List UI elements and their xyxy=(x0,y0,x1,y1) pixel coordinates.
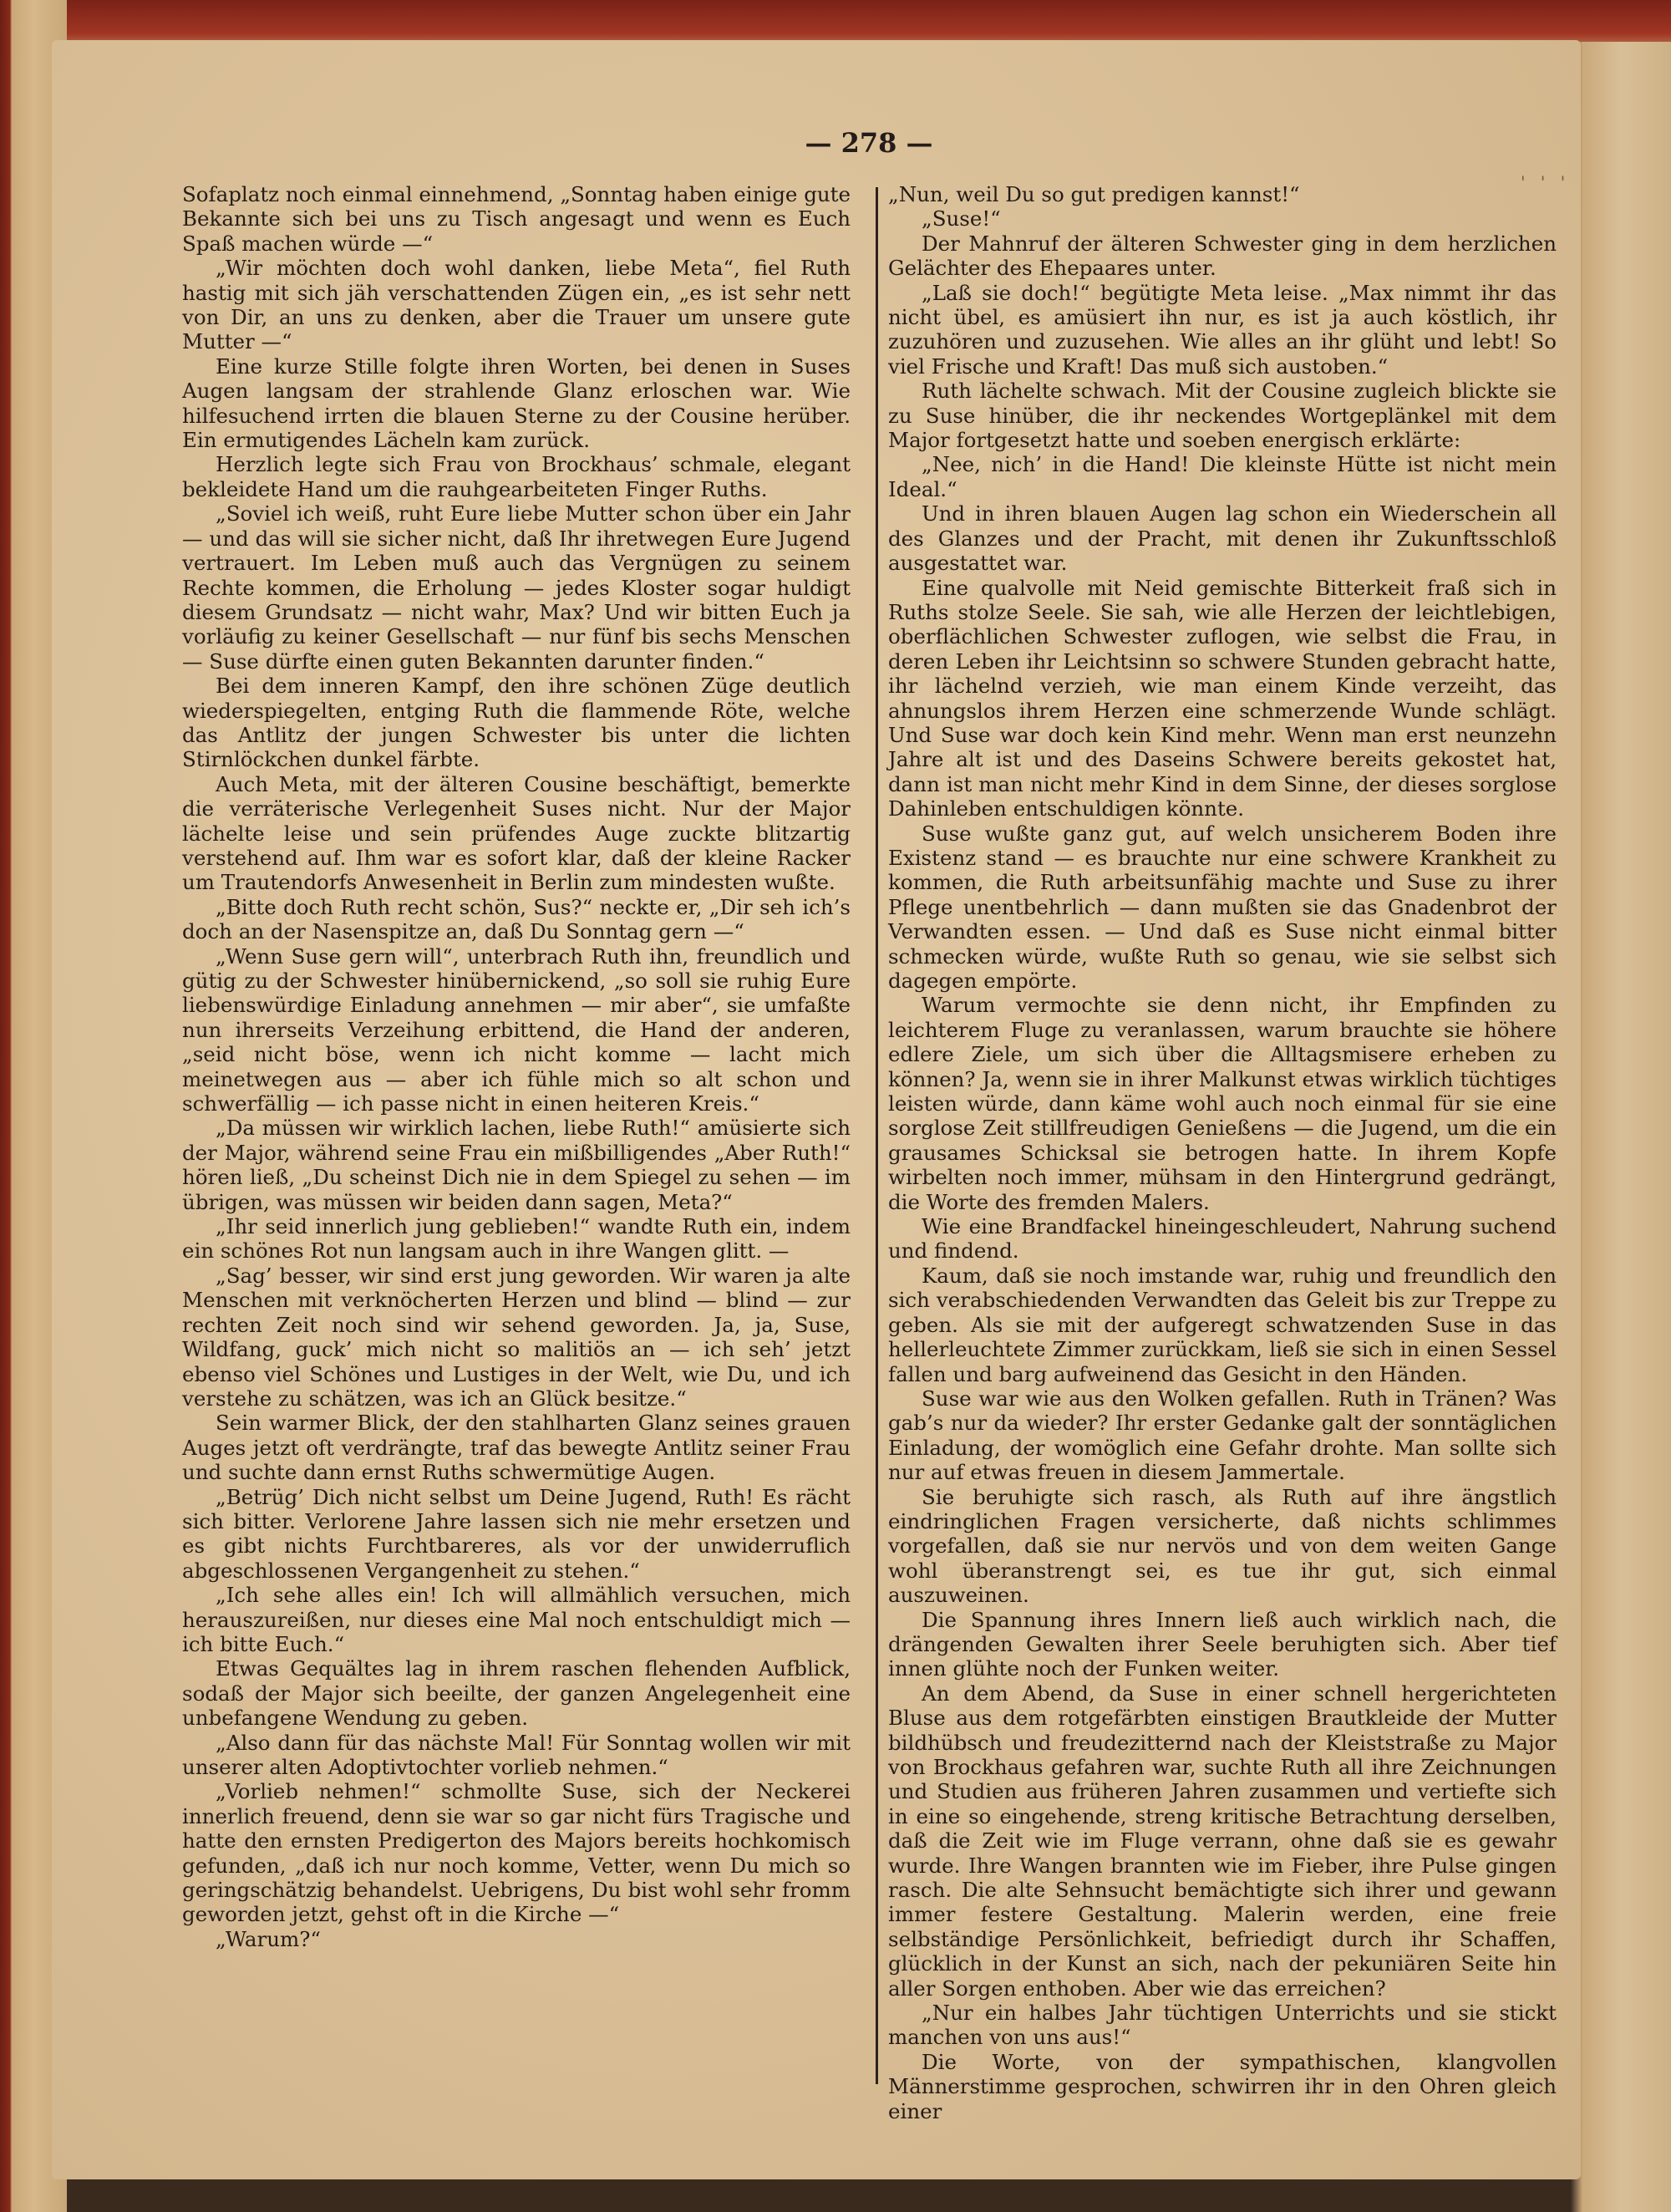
paragraph: Sie beruhigte sich rasch, als Ruth auf ihre ängstlich eindringlichen Fragen versicherte, daß nichts schlimmes vorgefallen, daß sie nur nervös und von dem weiten Gange wohl überanstrengt sei, es tue ihr gut, sich einmal auszuweinen. xyxy=(888,1484,1557,1608)
paragraph: „Betrüg’ Dich nicht selbst um Deine Jugend, Ruth! Es rächt sich bitter. Verlorene Jahre lassen sich nie mehr ersetzen und es gibt nichts Furchtbareres, als vor der unwiderruflich abgeschlossenen Vergangenheit zu stehen.“ xyxy=(182,1484,851,1583)
paragraph: Herzlich legte sich Frau von Brockhaus’ schmale, elegant bekleidete Hand um die rauhgearbeiteten Finger Ruths. xyxy=(182,452,851,501)
paragraph: Sofaplatz noch einmal einnehmend, „Sonntag haben einige gute Bekannte sich bei uns zu Tisch angesagt und wenn es Euch Spaß machen würde —“ xyxy=(182,182,851,256)
column-divider xyxy=(876,187,878,2084)
paragraph: „Wir möchten doch wohl danken, liebe Meta“, fiel Ruth hastig mit sich jäh verschattenden Zügen ein, „es ist sehr nett von Dir, an uns zu denken, aber die Trauer um unsere gute Mutter —“ xyxy=(182,256,851,354)
paragraph: Sein warmer Blick, der den stahlharten Glanz seines grauen Auges jetzt oft verdrängte, traf das bewegte Antlitz seiner Frau und suchte dann ernst Ruths schwermütige Augen. xyxy=(182,1411,851,1485)
paragraph: „Bitte doch Ruth recht schön, Sus?“ neckte er, „Dir seh ich’s doch an der Nasenspitze an, daß Du Sonntag gern —“ xyxy=(182,894,851,944)
paragraph: „Also dann für das nächste Mal! Für Sonntag wollen wir mit unserer alten Adoptivtochter vorlieb nehmen.“ xyxy=(182,1730,851,1779)
paragraph: „Suse!“ xyxy=(922,206,1001,231)
paragraph: „Nee, nich’ in die Hand! Die kleinste Hütte ist nicht mein Ideal.“ xyxy=(888,452,1557,501)
paragraph: „Soviel ich weiß, ruht Eure liebe Mutter schon über ein Jahr — und das will sie sicher nicht, daß Ihr ihretwegen Eure Jugend vertrauert. Im Leben muß auch das Vergnügen zu seinem Rechte kommen, die Erholung — jedes Kloster sogar huldigt diesem Grundsatz — nicht wahr, Max? Und wir bitten Euch ja vorläufig zu keiner Gesellschaft — nur fünf bis sechs Menschen — Suse dürfte einen guten Bekannten darunter finden.“ xyxy=(182,501,851,674)
paragraph: Auch Meta, mit der älteren Cousine beschäftigt, bemerkte die verräterische Verlegenheit Suses nicht. Nur der Major lächelte leise und sein prüfendes Auge zuckte blitzartig verstehend auf. Ihm war es sofort klar, daß der kleine Racker um Trautendorfs Anwesenheit in Berlin zum mindesten wußte. xyxy=(182,771,851,895)
paragraph: Warum vermochte sie denn nicht, ihr Empfinden zu leichterem Fluge zu veranlassen, warum brauchte sie höhere edlere Ziele, um sich über die Alltagsmisere erheben zu können? Ja, wenn sie in ihrer Malkunst etwas wirklich tüchtiges leisten würde, dann käme wohl auch noch einmal für sie eine sorglose Zeit stillfreudigen Genießens — die Jugend, um die ein grausames Schicksal sie betrogen hatte. In ihrem Kopfe wirbelten noch immer, mühsam in den Hintergrund gedrängt, die Worte des fremden Malers. xyxy=(888,993,1557,1214)
paragraph: Suse war wie aus den Wolken gefallen. Ruth in Tränen? Was gab’s nur da wieder? Ihr erster Gedanke galt der sonntäglichen Einladung, der womöglich eine Gefahr drohte. Man sollte sich nur auf etwas freuen in diesem Jammertale. xyxy=(888,1386,1557,1485)
paragraph: Eine kurze Stille folgte ihren Worten, bei denen in Suses Augen langsam der strahlende Glanz erloschen war. Wie hilfesuchend irrten die blauen Sterne zu der Cousine herüber. Ein ermutigendes Lächeln kam zurück. xyxy=(182,353,851,453)
paragraph: Kaum, daß sie noch imstande war, ruhig und freundlich den sich verabschiedenden Verwandten das Geleit bis zur Treppe zu geben. Als sie mit der aufgeregt schwatzenden Suse in das hellerleuchtete Zimmer zurückkam, ließ sie sich in einen Sessel fallen und barg aufweinend das Gesicht in den Händen. xyxy=(888,1263,1557,1386)
text-column-right xyxy=(888,182,1557,2123)
paragraph: „Da müssen wir wirklich lachen, liebe Ruth!“ amüsierte sich der Major, während seine Frau ein mißbilligendes „Aber Ruth!“ hören ließ, „Du scheinst Dich nie in dem Spiegel zu sehen — im übrigen, was müssen wir beiden dann sagen, Meta?“ xyxy=(182,1116,851,1214)
paragraph: „Laß sie doch!“ begütigte Meta leise. „Max nimmt ihr das nicht übel, es amüsiert ihn nur, es ist ja auch köstlich, ihr zuzuhören und zuzusehen. Wie alles an ihr glüht und lebt! So viel Frische und Kraft! Das muß sich austoben.“ xyxy=(888,280,1557,379)
edge-marks: ' ' ' xyxy=(1521,172,1571,192)
text-column-left xyxy=(182,182,851,1951)
paragraph: Etwas Gequältes lag in ihrem raschen flehenden Aufblick, sodaß der Major sich beeilte, der ganzen Angelegenheit eine unbefangene Wendung zu geben. xyxy=(182,1656,851,1731)
paragraph: Bei dem inneren Kampf, den ihre schönen Züge deutlich wiederspiegelten, entging Ruth die flammende Röte, welche das Antlitz der jungen Schwester bis unter die lichten Stirnlöckchen dunkel färbte. xyxy=(182,674,851,772)
next-page-edge xyxy=(1571,42,1671,2212)
paragraph: „Nur ein halbes Jahr tüchtigen Unterrichts und sie stickt manchen von uns aus!“ xyxy=(888,2001,1557,2050)
paragraph: Der Mahnruf der älteren Schwester ging in dem herzlichen Gelächter des Ehepaares unter. xyxy=(888,231,1557,281)
paragraph: „Sag’ besser, wir sind erst jung geworden. Wir waren ja alte Menschen mit verknöcherten Herzen und blind — blind — zur rechten Zeit noch sind wir sehend geworden. Ja, ja, Suse, Wildfang, guck’ mich nicht so malitiös an — ich seh’ jetzt ebenso viel Schönes und Lustiges in der Welt, wie Du, und ich verstehe zu schätzen, was ich an Glück besitze.“ xyxy=(182,1263,851,1411)
paragraph: „Nun, weil Du so gut predigen kannst!“ xyxy=(888,182,1300,206)
paragraph: Ruth lächelte schwach. Mit der Cousine zugleich blickte sie zu Suse hinüber, die ihr neckendes Wortgeplänkel mit dem Major fortgesetzt hatte und soeben energisch erklärte: xyxy=(888,379,1557,453)
paragraph: „Ihr seid innerlich jung geblieben!“ wandte Ruth ein, indem ein schönes Rot nun langsam auch in ihre Wangen glitt. — xyxy=(182,1214,851,1264)
paragraph: Suse wußte ganz gut, auf welch unsicherem Boden ihre Existenz stand — es brauchte nur eine schwere Krankheit zu kommen, die Ruth arbeitsunfähig machte und Suse zu ihrer Pflege unentbehrlich — dann mußten sie das Gnadenbrot der Verwandten essen. — Und daß es Suse nicht einmal bitter schmecken würde, wußte Ruth so genau, wie sie selbst sich dagegen empörte. xyxy=(888,821,1557,993)
paragraph: Und in ihren blauen Augen lag schon ein Wiederschein all des Glanzes und der Pracht, mit denen ihr Zukunftsschloß ausgestattet war. xyxy=(888,501,1557,576)
paragraph: „Wenn Suse gern will“, unterbrach Ruth ihn, freundlich und gütig zu der Schwester hinübernickend, „so soll sie ruhig Eure liebenswürdige Einladung annehmen — mir aber“, sie umfaßte nun ihrerseits Verzeihung erbittend, die Hand der anderen, „seid nicht böse, wenn ich nicht komme — lacht mich meinetwegen aus — aber ich fühle mich so alt schon und schwerfällig — ich passe nicht in einen heiteren Kreis.“ xyxy=(182,943,851,1116)
paragraph: „Ich sehe alles ein! Ich will allmählich versuchen, mich herauszureißen, nur dieses eine Mal noch entschuldigt mich — ich bitte Euch.“ xyxy=(182,1583,851,1656)
paragraph: „Warum?“ xyxy=(216,1926,321,1951)
paragraph: An dem Abend, da Suse in einer schnell hergerichteten Bluse aus dem rotgefärbten einstigen Brautkleide der Mutter bildhübsch und freudezitternd nach der Kleiststraße zu Major von Brockhaus gefahren war, suchte Ruth all ihre Zeichnungen und Studien aus früheren Jahren zusammen und vertiefte sich in eine so eingehende, streng kritische Betrachtung derselben, daß die Zeit wie im Fluge verrann, ohne daß sie es gewahr wurde. Ihre Wangen brannten wie im Fieber, ihre Pulse gingen rasch. Die alte Sehnsucht bemächtigte sich ihrer und gewann immer festere Gestaltung. Malerin werden, eine freie selbständige Persönlichkeit, befriedigt durch ihr Schaffen, glücklich in der Kunst an sich, nach der pekuniären Seite hin aller Sorgen enthoben. Aber wie das erreichen? xyxy=(888,1681,1557,2001)
paragraph: Die Worte, von der sympathischen, klangvollen Männerstimme gesprochen, schwirren ihr in den Ohren gleich einer xyxy=(888,2049,1557,2123)
paragraph: Die Spannung ihres Innern ließ auch wirklich nach, die drängenden Gewalten ihrer Seele beruhigten sich. Aber tief innen glühte noch der Funken weiter. xyxy=(888,1607,1557,1681)
paragraph: Wie eine Brandfackel hineingeschleudert, Nahrung suchend und findend. xyxy=(888,1214,1557,1264)
paragraph: „Vorlieb nehmen!“ schmollte Suse, sich der Neckerei innerlich freuend, denn sie war so gar nicht fürs Tragische und hatte den ernsten Predigerton des Majors bereits hochkomisch gefunden, „daß ich nur noch komme, Vetter, wenn Du mich so geringschätzig behandelst. Uebrigens, Du bist wohl sehr fromm geworden jetzt, gehst oft in die Kirche —“ xyxy=(182,1779,851,1927)
paragraph: Eine qualvolle mit Neid gemischte Bitterkeit fraß sich in Ruths stolze Seele. Sie sah, wie alle Herzen der leichtlebigen, oberflächlichen Schwester zuflogen, wie selbst die Frau, in deren Leben ihr Leichtsinn so schwere Stunden gebracht hatte, ihr lächelnd verzieh, wie man einem Kinde verzeiht, das ahnungslos ihrem Herzen eine schmerzende Wunde schlägt. Und Suse war doch kein Kind mehr. Wenn man erst neunzehn Jahre alt ist und des Daseins Schwere bereits gekostet hat, dann ist man nicht mehr Kind in dem Sinne, der dieses sorglose Dahinleben entschuldigen könnte. xyxy=(888,575,1557,821)
page-number: — 278 — xyxy=(805,127,933,159)
